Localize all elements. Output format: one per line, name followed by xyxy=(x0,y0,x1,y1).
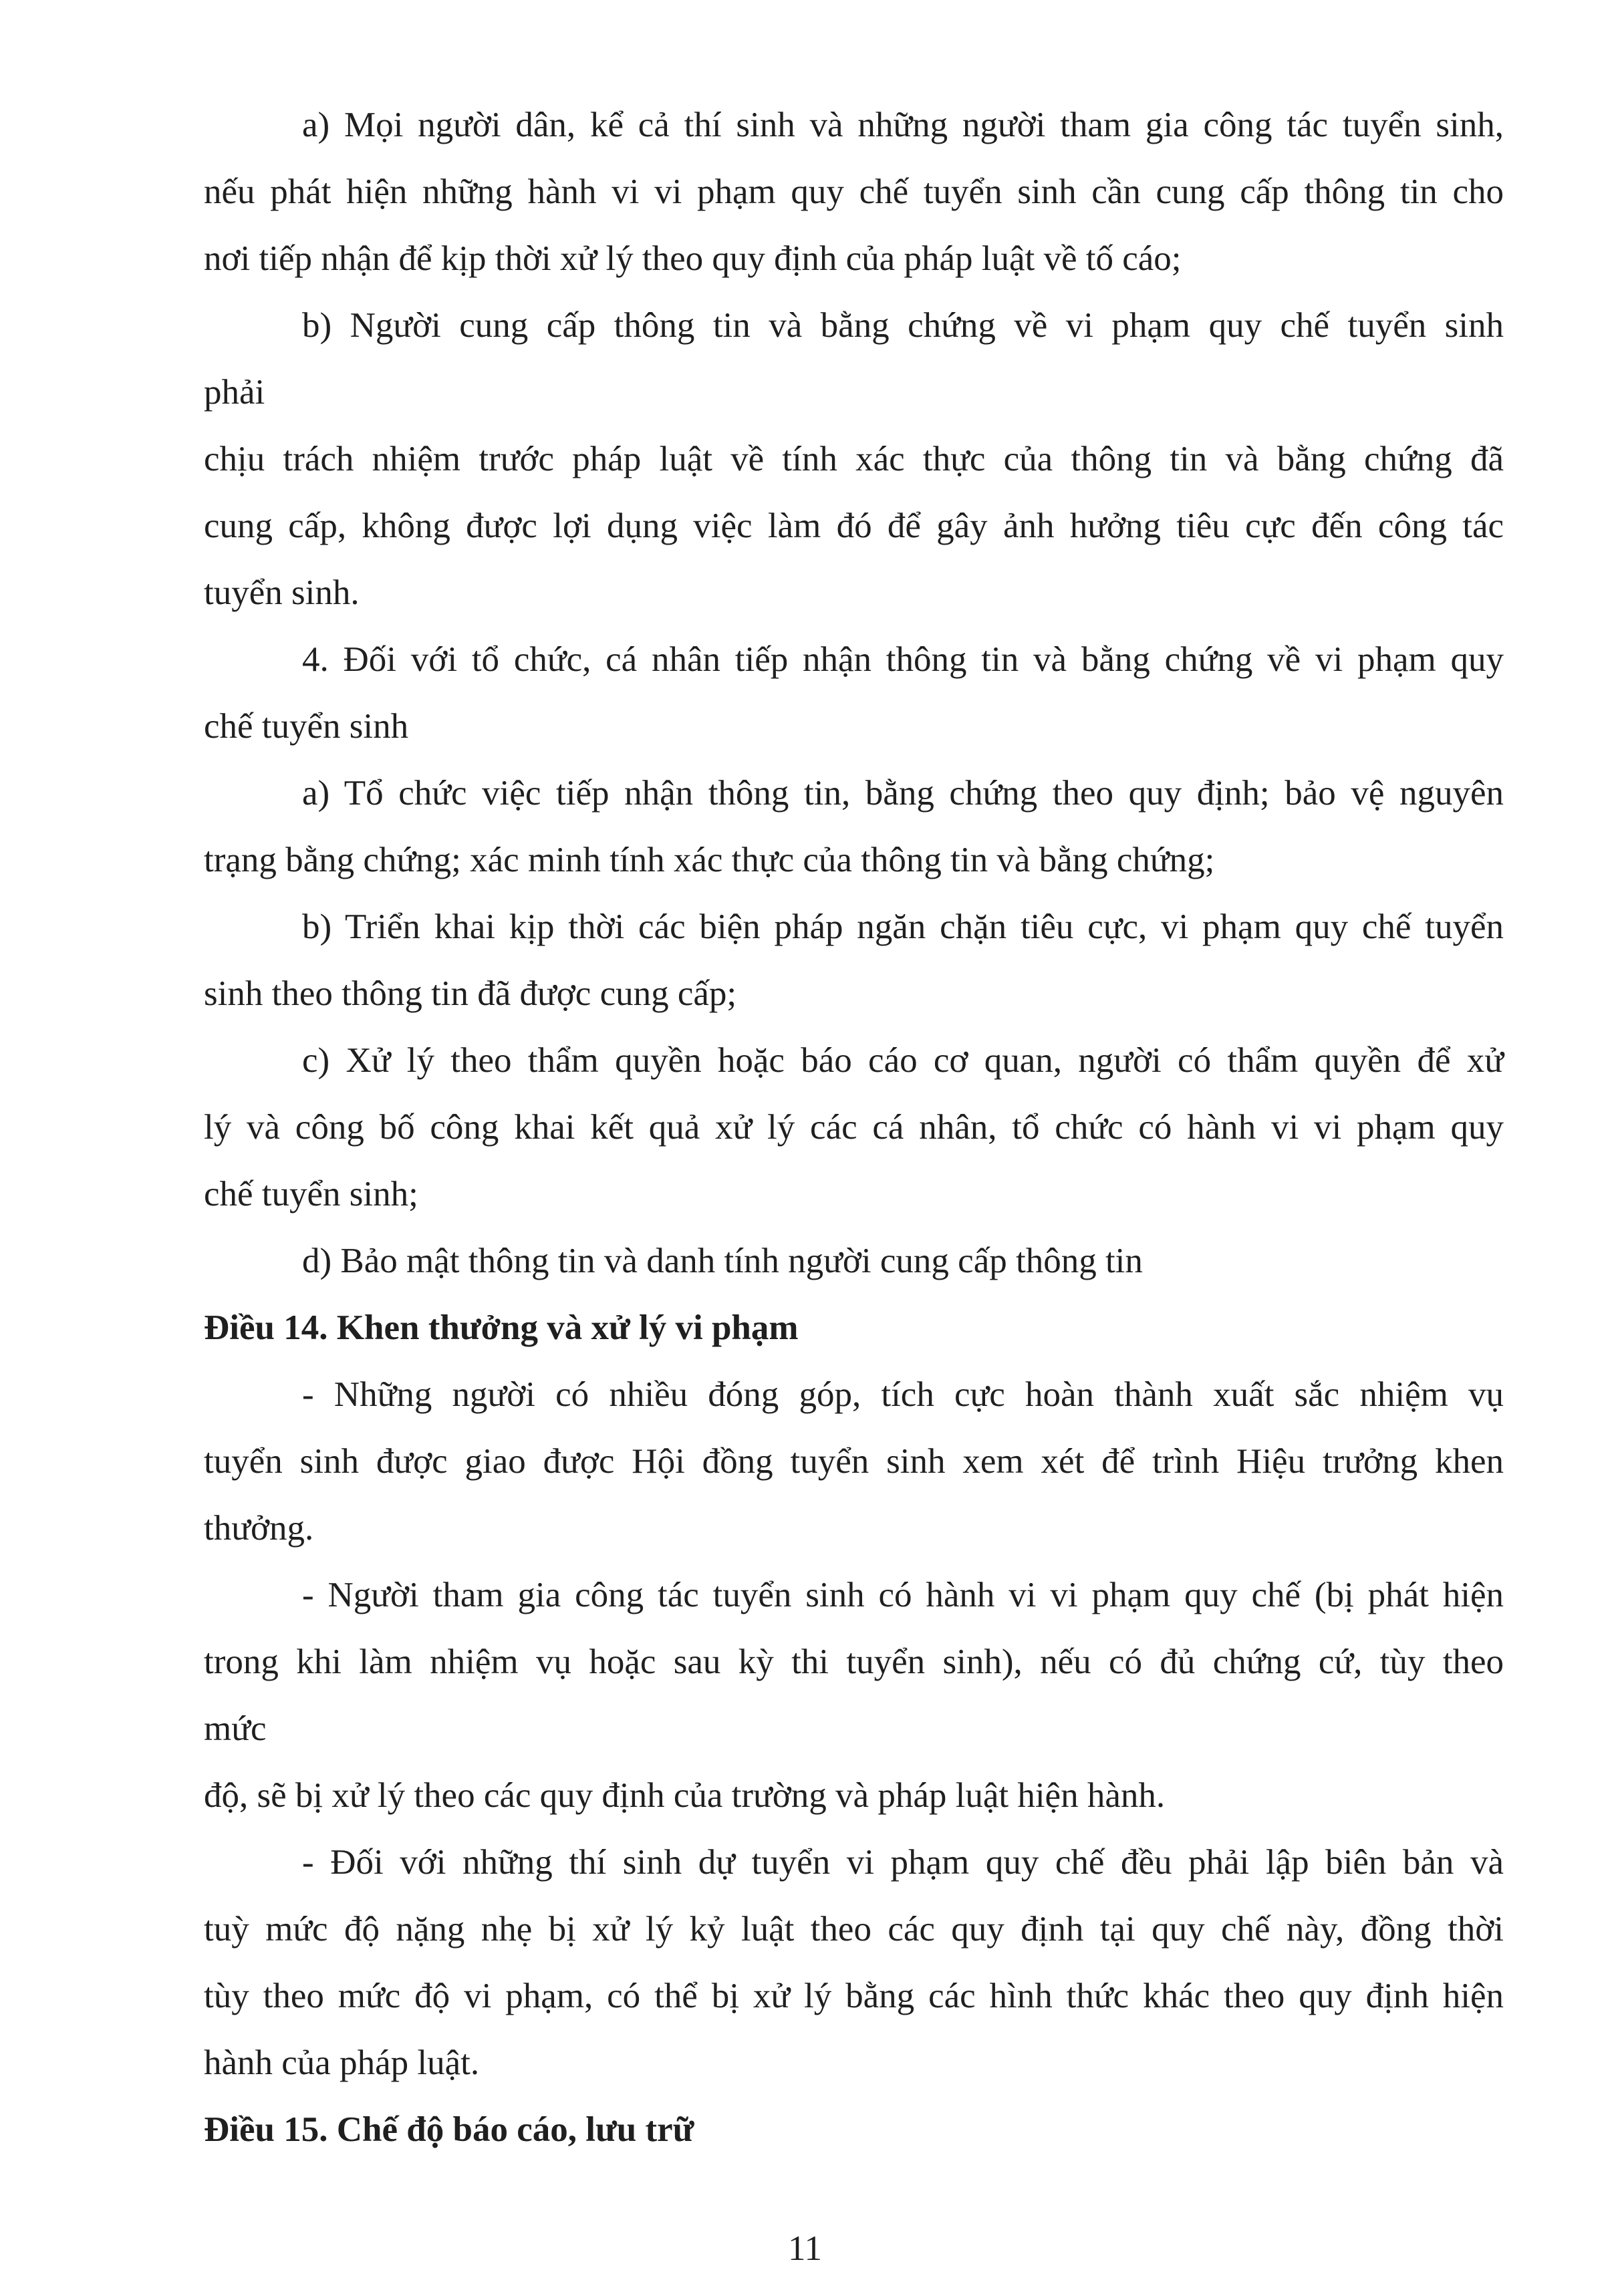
text-line: - Đối với những thí sinh dự tuyển vi phạm quy chế đều phải lập biên bản và xyxy=(302,1843,1504,1882)
text-line: c) Xử lý theo thẩm quyền hoặc báo cáo cơ quan, người có thẩm quyền để xử xyxy=(302,1041,1504,1080)
text-line: chế tuyển sinh; xyxy=(204,1175,418,1213)
text-line: cung cấp, không được lợi dụng việc làm đó để gây ảnh hưởng tiêu cực đến công tác xyxy=(204,507,1504,545)
page-number: 11 xyxy=(787,2229,823,2268)
text-line: - Người tham gia công tác tuyển sinh có hành vi vi phạm quy chế (bị phát hiện xyxy=(302,1576,1504,1614)
text-line: - Những người có nhiều đóng góp, tích cực hoàn thành xuất sắc nhiệm vụ xyxy=(302,1375,1504,1414)
text-line: trạng bằng chứng; xác minh tính xác thực của thông tin và bằng chứng; xyxy=(204,841,1215,879)
text-line: b) Người cung cấp thông tin và bằng chứng về vi phạm quy chế tuyển sinh xyxy=(302,306,1504,345)
text-line: tuyển sinh được giao được Hội đồng tuyển sinh xem xét để trình Hiệu trưởng khen xyxy=(204,1442,1504,1481)
text-line: a) Mọi người dân, kể cả thí sinh và những người tham gia công tác tuyển sinh, xyxy=(302,106,1504,144)
text-line: b) Triển khai kịp thời các biện pháp ngăn chặn tiêu cực, vi phạm quy chế tuyển xyxy=(302,907,1504,946)
text-line: tuyển sinh. xyxy=(204,573,360,612)
text-line: nếu phát hiện những hành vi vi phạm quy chế tuyển sinh cần cung cấp thông tin cho xyxy=(204,172,1504,211)
text-line: hành của pháp luật. xyxy=(204,2043,480,2082)
text-line: thưởng. xyxy=(204,1509,314,1548)
text-line: a) Tổ chức việc tiếp nhận thông tin, bằng chứng theo quy định; bảo vệ nguyên xyxy=(302,774,1504,813)
text-line: độ, sẽ bị xử lý theo các quy định của trường và pháp luật hiện hành. xyxy=(204,1776,1166,1815)
text-line: d) Bảo mật thông tin và danh tính người cung cấp thông tin xyxy=(302,1242,1143,1280)
text-line: 4. Đối với tổ chức, cá nhân tiếp nhận thông tin và bằng chứng về vi phạm quy xyxy=(302,640,1504,679)
section-heading: Điều 15. Chế độ báo cáo, lưu trữ xyxy=(204,2110,694,2149)
text-line: trong khi làm nhiệm vụ hoặc sau kỳ thi tuyển sinh), nếu có đủ chứng cứ, tùy theo xyxy=(204,1642,1504,1681)
text-line: nơi tiếp nhận để kịp thời xử lý theo quy định của pháp luật về tố cáo; xyxy=(204,239,1182,278)
text-line: mức xyxy=(204,1709,267,1748)
text-line: lý và công bố công khai kết quả xử lý các cá nhân, tổ chức có hành vi vi phạm quy xyxy=(204,1108,1504,1147)
section-heading: Điều 14. Khen thưởng và xử lý vi phạm xyxy=(204,1308,799,1347)
text-line: chịu trách nhiệm trước pháp luật về tính xác thực của thông tin và bằng chứng đã xyxy=(204,440,1504,478)
text-line: sinh theo thông tin đã được cung cấp; xyxy=(204,974,737,1013)
text-line: chế tuyển sinh xyxy=(204,707,409,746)
text-line: phải xyxy=(204,373,265,412)
text-line: tùy theo mức độ vi phạm, có thể bị xử lý bằng các hình thức khác theo quy định hiện xyxy=(204,1977,1504,2015)
text-line: tuỳ mức độ nặng nhẹ bị xử lý kỷ luật theo các quy định tại quy chế này, đồng thời xyxy=(204,1910,1504,1949)
